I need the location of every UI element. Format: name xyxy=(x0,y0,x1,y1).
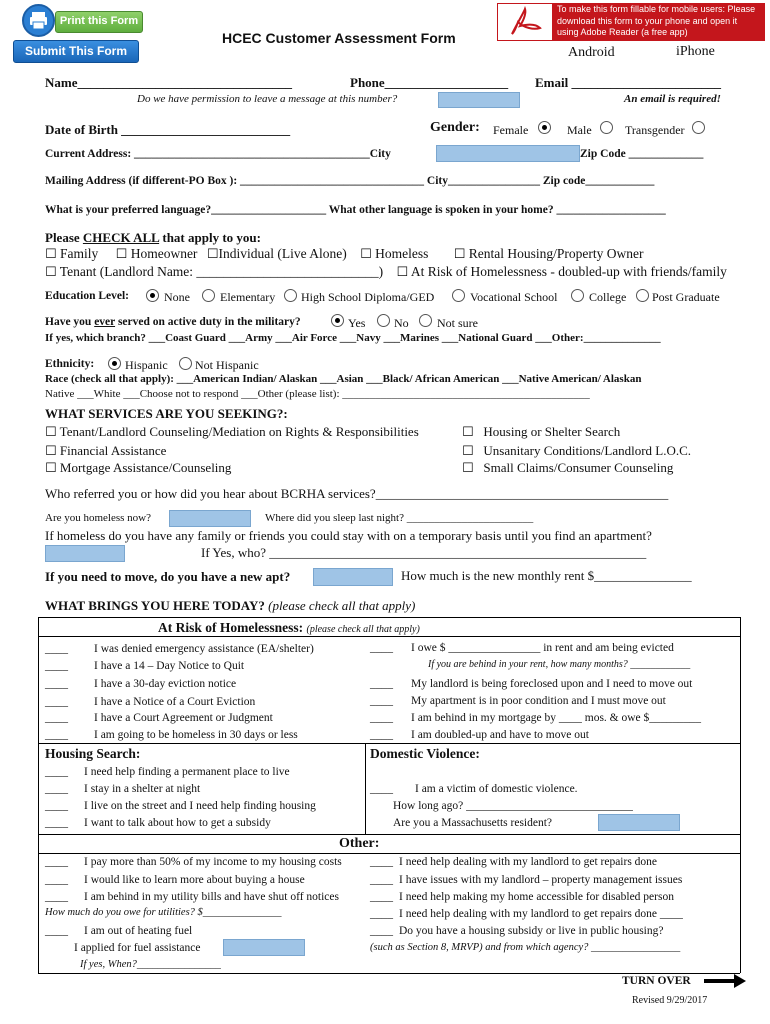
adobe-pdf-icon[interactable] xyxy=(497,3,553,41)
housing-item[interactable]: ____ I want to talk about how to get a subsidy xyxy=(45,817,271,829)
sleep-field[interactable]: Where did you sleep last night? _______________________ xyxy=(265,512,534,524)
form-title: HCEC Customer Assessment Form xyxy=(222,30,456,46)
mailing-address-field[interactable]: Mailing Address (if different-PO Box ): ________________________________ City________________ Zip code____________ xyxy=(45,175,655,187)
family-checkbox[interactable]: ☐ xyxy=(45,247,57,262)
arrow-right-icon xyxy=(704,974,746,992)
dv-how-long-field[interactable]: How long ago? _____________________________ xyxy=(393,800,633,812)
education-none-radio[interactable] xyxy=(146,289,159,302)
box-top-border xyxy=(38,617,740,618)
ethnicity-label: Ethnicity: xyxy=(45,358,95,370)
education-vocational-radio[interactable] xyxy=(452,289,465,302)
other-item[interactable]: ____ I need help dealing with my landlord to get repairs done ____ xyxy=(370,908,683,920)
risk-header-border xyxy=(38,636,740,637)
housing-item[interactable]: ____ I stay in a shelter at night xyxy=(45,783,201,795)
brings-heading: WHAT BRINGS YOU HERE TODAY? (please check all that apply) xyxy=(45,598,416,613)
risk-item[interactable]: ____ I have a 30-day eviction notice xyxy=(45,678,237,690)
family-friends-input[interactable] xyxy=(45,545,125,562)
phone-field[interactable]: Phone___________________ xyxy=(350,75,509,90)
other-item[interactable]: ____ I am behind in my utility bills and have shut off notices xyxy=(45,891,339,903)
risk-item[interactable]: ____ I was denied emergency assistance (EA/shelter) xyxy=(45,643,314,655)
referral-field[interactable]: Who referred you or how did you hear about BCRHA services?_____________________________________________ xyxy=(45,486,669,501)
box-bottom-border xyxy=(38,973,740,974)
other-item[interactable]: ____ I need help making my home accessible for disabled person xyxy=(370,891,674,903)
gender-female-radio[interactable] xyxy=(538,121,551,134)
services-heading: WHAT SERVICES ARE YOU SEEKING?: xyxy=(45,406,288,421)
homeowner-checkbox[interactable]: ☐ xyxy=(115,247,128,262)
city-input[interactable] xyxy=(436,145,580,162)
gender-female-label: Female xyxy=(493,123,529,137)
mass-resident-input[interactable] xyxy=(598,814,680,831)
homeless-now-input[interactable] xyxy=(169,510,251,527)
housing-search-title: Housing Search: xyxy=(45,746,141,761)
family-friends-question: If homeless do you have any family or friends you could stay with on a temporary basis until you find an apartment? xyxy=(45,528,652,543)
tenant-checkbox[interactable]: ☐ xyxy=(45,265,57,280)
risk-item[interactable]: ____ I have a Court Agreement or Judgment xyxy=(45,712,273,724)
military-no-radio[interactable] xyxy=(377,314,390,327)
service-financial-checkbox[interactable]: ☐ xyxy=(45,444,57,459)
fuel-assistance-label: I applied for fuel assistance xyxy=(74,942,201,954)
new-apt-input[interactable] xyxy=(313,568,393,586)
other-top-border xyxy=(38,834,740,835)
homeless-now-label: Are you homeless now? xyxy=(45,512,152,524)
print-form-button[interactable]: Print this Form xyxy=(55,11,143,33)
hispanic-label: Hispanic xyxy=(125,358,168,372)
other-item[interactable]: ____ I pay more than 50% of my income to my housing costs xyxy=(45,856,342,868)
dv-divider xyxy=(365,743,366,834)
turn-over-label: TURN OVER xyxy=(622,975,691,987)
check-row-2: ☐ Tenant (Landlord Name: ___________________________) ☐ At Risk of Homelessness - doubled-up with friends/family xyxy=(45,264,727,280)
service-financial: ☐ Financial Assistance xyxy=(45,443,167,459)
service-unsanitary: ☐ Unsanitary Conditions/Landlord L.O.C. xyxy=(462,443,692,459)
education-postgrad-radio[interactable] xyxy=(636,289,649,302)
name-field[interactable]: Name_________________________________ xyxy=(45,75,292,90)
service-small-claims: ☐ Small Claims/Consumer Counseling xyxy=(462,460,674,476)
language-field[interactable]: What is your preferred language?____________________ What other language is spoken in your home? ___________________ xyxy=(45,204,666,216)
other-title: Other: xyxy=(339,836,380,851)
service-tenant-checkbox[interactable]: ☐ xyxy=(45,425,57,440)
submit-form-button[interactable]: Submit This Form xyxy=(13,40,139,63)
iphone-link[interactable]: iPhone xyxy=(676,44,715,59)
hispanic-radio[interactable] xyxy=(108,357,121,370)
risk-item[interactable]: ____ I have a 14 – Day Notice to Quit xyxy=(45,660,245,672)
other-item[interactable]: ____ I have issues with my landlord – property management issues xyxy=(370,874,683,886)
other-header-border xyxy=(38,853,740,854)
box-left-border xyxy=(38,617,39,973)
android-link[interactable]: Android xyxy=(568,45,615,60)
not-hispanic-label: Not Hispanic xyxy=(195,358,259,372)
gender-label: Gender: xyxy=(430,120,480,135)
other-item[interactable]: ____ I need help dealing with my landlord to get repairs done xyxy=(370,856,658,868)
service-mortgage-checkbox[interactable]: ☐ xyxy=(45,461,57,476)
other-item[interactable]: ____ I would like to learn more about buying a house xyxy=(45,874,305,886)
dv-mass-resident-label: Are you a Massachusetts resident? xyxy=(393,817,553,829)
subsidy-agency-field[interactable]: (such as Section 8, MRVP) and from which agency? _________________ xyxy=(370,942,681,953)
date-of-birth-field[interactable]: Date of Birth __________________________ xyxy=(45,122,291,137)
service-smallclaims-checkbox[interactable]: ☐ xyxy=(462,461,474,476)
education-postgrad-label: Post Graduate xyxy=(652,290,720,304)
printer-icon[interactable] xyxy=(22,4,55,37)
email-required-note: An email is required! xyxy=(624,93,721,105)
at-risk-title: At Risk of Homelessness: (please check all that apply) xyxy=(158,620,420,635)
housing-item[interactable]: ____ I need help finding a permanent place to live xyxy=(45,766,290,778)
heating-fuel-item[interactable]: ____ I am out of heating fuel xyxy=(45,925,193,937)
other-item[interactable]: ____ Do you have a housing subsidy or live in public housing? xyxy=(370,925,664,937)
education-none-label: None xyxy=(164,290,190,304)
education-college-radio[interactable] xyxy=(571,289,584,302)
risk-item[interactable]: ____ I am doubled-up and have to move out xyxy=(370,729,589,741)
education-hs-radio[interactable] xyxy=(284,289,297,302)
gender-male-label: Male xyxy=(567,123,592,137)
service-housing-search: ☐ Housing or Shelter Search xyxy=(462,424,621,440)
housing-item[interactable]: ____ I live on the street and I need help finding housing xyxy=(45,800,316,812)
owe-rent-item[interactable]: ____ I owe $ ________________ in rent and am being evicted xyxy=(370,642,674,654)
if-yes-who-field[interactable]: If Yes, who? __________________________________________________________ xyxy=(201,545,647,560)
education-elementary-label: Elementary xyxy=(220,290,276,304)
check-row-1: ☐ Family ☐ Homeowner ☐Individual (Live Alone) ☐ Homeless ☐ Rental Housing/Property Owner xyxy=(45,246,644,262)
military-notsure-label: Not sure xyxy=(437,316,478,330)
education-label: Education Level: xyxy=(45,290,130,302)
gender-transgender-radio[interactable] xyxy=(692,121,705,134)
military-branch-field[interactable]: If yes, which branch? ___Coast Guard ___Army ___Air Force ___Navy ___Marines ___National Guard ___Other:______________ xyxy=(45,332,661,344)
service-tenant-landlord: ☐ Tenant/Landlord Counseling/Mediation on Rights & Responsibilities xyxy=(45,424,419,440)
rental-owner-checkbox[interactable]: ☐ xyxy=(453,247,466,262)
live-alone-checkbox[interactable]: ☐ xyxy=(206,247,219,262)
risk-item[interactable]: ____ I have a Notice of a Court Eviction xyxy=(45,696,256,708)
gender-transgender-label: Transgender xyxy=(625,123,685,137)
military-no-label: No xyxy=(394,316,409,330)
risk-item[interactable]: ____ My apartment is in poor condition and I must move out xyxy=(370,695,666,707)
permission-question: Do we have permission to leave a message at this number? xyxy=(137,93,398,105)
homeless-checkbox[interactable]: ☐ xyxy=(360,247,372,262)
check-all-heading: Please CHECK ALL that apply to you: xyxy=(45,230,261,245)
military-yes-radio[interactable] xyxy=(331,314,344,327)
months-behind-field[interactable]: If you are behind in your rent, how many months? ____________ xyxy=(428,659,691,670)
permission-input[interactable] xyxy=(438,92,520,108)
mobile-notice: To make this form fillable for mobile users: Please download this form to your phone and open it using Adobe Reader (a free app) xyxy=(553,3,765,41)
education-elementary-radio[interactable] xyxy=(202,289,215,302)
risk-item[interactable]: ____ My landlord is being foreclosed upon and I need to move out xyxy=(370,678,693,690)
service-mortgage: ☐ Mortgage Assistance/Counseling xyxy=(45,460,232,476)
new-apt-question: If you need to move, do you have a new apt? xyxy=(45,569,291,584)
race-field[interactable]: Race (check all that apply): ___American Indian/ Alaskan ___Asian ___Black/ African American ___Native American/ Alaskan xyxy=(45,373,642,385)
education-hs-label: High School Diploma/GED xyxy=(301,290,435,304)
military-notsure-radio[interactable] xyxy=(419,314,432,327)
housing-top-border xyxy=(38,743,740,744)
fuel-assistance-input[interactable] xyxy=(223,939,305,956)
gender-male-radio[interactable] xyxy=(600,121,613,134)
domestic-violence-title: Domestic Violence: xyxy=(370,746,480,761)
risk-item[interactable]: ____ I am behind in my mortgage by ____ mos. & owe $_________ xyxy=(370,712,702,724)
revised-date: Revised 9/29/2017 xyxy=(632,995,708,1006)
education-vocational-label: Vocational School xyxy=(470,290,558,304)
service-housing-checkbox[interactable]: ☐ xyxy=(462,425,474,440)
service-unsanitary-checkbox[interactable]: ☐ xyxy=(462,444,474,459)
email-field[interactable]: Email _______________________ xyxy=(535,75,721,90)
box-right-border xyxy=(740,617,741,973)
fuel-when-field[interactable]: If yes, When?________________ xyxy=(80,959,221,970)
at-risk-checkbox[interactable]: ☐ xyxy=(396,265,409,280)
current-address-field[interactable]: Current Address: _________________________________________City xyxy=(45,148,391,160)
utilities-owe-field[interactable]: How much do you owe for utilities? $_______________ xyxy=(45,907,282,918)
military-question: Have you ever served on active duty in the military? xyxy=(45,316,301,328)
race-field-line2[interactable]: Native ___White ___Choose not to respond ___Other (please list): _____________________________________________ xyxy=(45,388,590,400)
dv-victim-item[interactable]: ____ I am a victim of domestic violence. xyxy=(370,783,578,795)
new-rent-field[interactable]: How much is the new monthly rent $_______________ xyxy=(401,568,692,583)
military-yes-label: Yes xyxy=(348,316,366,330)
education-college-label: College xyxy=(589,290,627,304)
not-hispanic-radio[interactable] xyxy=(179,357,192,370)
zip-code-field[interactable]: Zip Code _____________ xyxy=(580,148,704,160)
risk-item[interactable]: ____ I am going to be homeless in 30 days or less xyxy=(45,729,298,741)
